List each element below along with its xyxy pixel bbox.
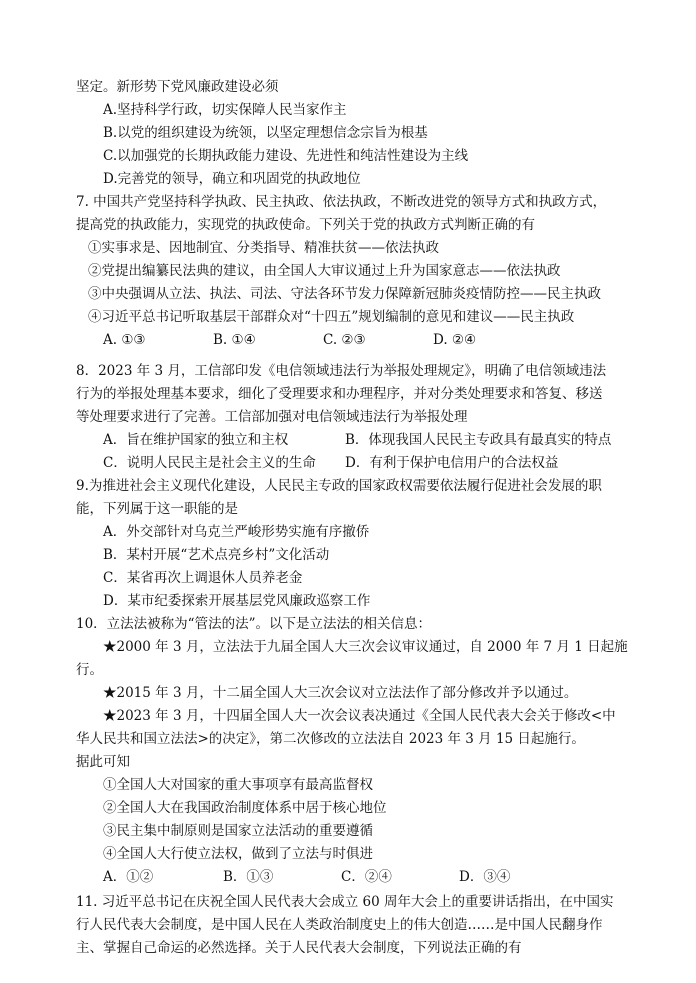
option-b: B.以党的组织建设为统领，以坚定理想信念宗旨为根基 — [103, 125, 428, 141]
question-7-text: 提高党的执政能力，实现党的执政使命。下列关于党的执政方式判断正确的有 — [76, 217, 535, 233]
option-a: A．①② — [103, 869, 154, 885]
option-b: B．体现我国人民民主专政具有最真实的特点 — [345, 432, 612, 448]
option-b: B．某村开展“艺术点亮乡村”文化活动 — [103, 547, 330, 563]
question-8-text: 行为的举报处理基本要求，细化了受理要求和办理程序，并对分类处理要求和答复、移送 — [76, 386, 603, 402]
info-item: ★2015 年 3 月，十二届全国人大三次会议对立法法作了部分修改并予以通过。 — [103, 685, 578, 701]
statement-1: ①实事求是、因地制宜、分类指导、精准扶贫——依法执政 — [88, 240, 439, 256]
statement-2: ②党提出编纂民法典的建议，由全国人大审议通过上升为国家意志——依法执政 — [88, 263, 561, 279]
option-a: A. ①③ — [103, 332, 146, 348]
question-11-text: 行人民代表大会制度，是中国人民在人类政治制度史上的伟大创造……是中国人民翻身作 — [76, 917, 603, 933]
answer-options — [103, 429, 611, 451]
option-a: A．外交部针对乌克兰严峻形势实施有序撤侨 — [103, 524, 370, 540]
answer-options — [103, 866, 510, 888]
question-text: 坚定。新形势下党风廉政建设必须 — [76, 79, 279, 95]
option-b: B. ①④ — [213, 332, 256, 348]
option-d: D．某市纪委探索开展基层党风廉政巡察工作 — [103, 593, 371, 609]
question-9-text: 能，下列属于这一职能的是 — [76, 501, 238, 517]
question-7-text: 7. 中国共产党坚持科学执政、民主执政、依法执政，不断改进党的领导方式和执政方式， — [76, 194, 607, 210]
option-d: D．有利于保护电信用户的合法权益 — [345, 455, 559, 471]
info-item: 华人民共和国立法法>的决定》，第二次修改的立法法自 2023 年 3 月 15 日起施行。 — [76, 731, 585, 747]
statement-2: ②全国人大在我国政治制度体系中居于核心地位 — [103, 800, 387, 816]
question-8-text: 8．2023 年 3 月，工信部印发《电信领域违法行为举报处理规定》，明确了电信领域违法 — [76, 363, 607, 379]
statement-4: ④习近平总书记听取基层干部群众对“十四五”规划编制的意见和建议——民主执政 — [88, 309, 575, 325]
option-c: C．某省再次上调退休人员养老金 — [103, 570, 303, 586]
option-d: D.完善党的领导，确立和巩固党的执政地位 — [103, 171, 361, 187]
statement-3: ③民主集中制原则是国家立法活动的重要遵循 — [103, 823, 373, 839]
statement-4: ④全国人大行使立法权，做到了立法与时俱进 — [103, 846, 373, 862]
answer-options — [103, 452, 558, 474]
question-9-text: 9.为推进社会主义现代化建设，人民民主专政的国家政权需要依法履行促进社会发展的职 — [76, 478, 602, 494]
option-c: C．说明人民民主是社会主义的生命 — [103, 455, 316, 471]
answer-options — [103, 329, 476, 351]
info-item: ★2000 年 3 月，立法法于九届全国人大三次会议审议通过，自 2000 年 7 月 1 日起施 — [103, 639, 628, 655]
option-a: A．旨在维护国家的独立和主权 — [103, 432, 289, 448]
option-d: D. ②④ — [433, 332, 477, 348]
info-item: 行。 — [76, 662, 103, 678]
option-b: B．①③ — [223, 869, 274, 885]
question-10-text: 10．立法法被称为“管法的法”。以下是立法法的相关信息： — [76, 616, 431, 632]
option-a: A.坚持科学行政，切实保障人民当家作主 — [103, 102, 347, 118]
option-c: C．②④ — [341, 869, 392, 885]
statement-3: ③中央强调从立法、执法、司法、守法各环节发力保障新冠肺炎疫情防控——民主执政 — [88, 286, 601, 302]
question-11-text: 11. 习近平总书记在庆祝全国人民代表大会成立 60 周年大会上的重要讲话指出，在中国实 — [76, 894, 614, 910]
question-10-text: 据此可知 — [76, 754, 130, 770]
question-8-text: 等处理要求进行了完善。工信部加强对电信领域违法行为举报处理 — [76, 409, 468, 425]
option-d: D．③④ — [459, 869, 511, 885]
info-item: ★2023 年 3 月，十四届全国人大一次会议表决通过《全国人民代表大会关于修改<中 — [103, 708, 616, 724]
statement-1: ①全国人大对国家的重大事项享有最高监督权 — [103, 777, 373, 793]
option-c: C.以加强党的长期执政能力建设、先进性和纯洁性建设为主线 — [103, 148, 469, 164]
question-11-text: 主、掌握自己命运的必然选择。关于人民代表大会制度，下列说法正确的有 — [76, 940, 522, 956]
option-c: C. ②③ — [323, 332, 366, 348]
